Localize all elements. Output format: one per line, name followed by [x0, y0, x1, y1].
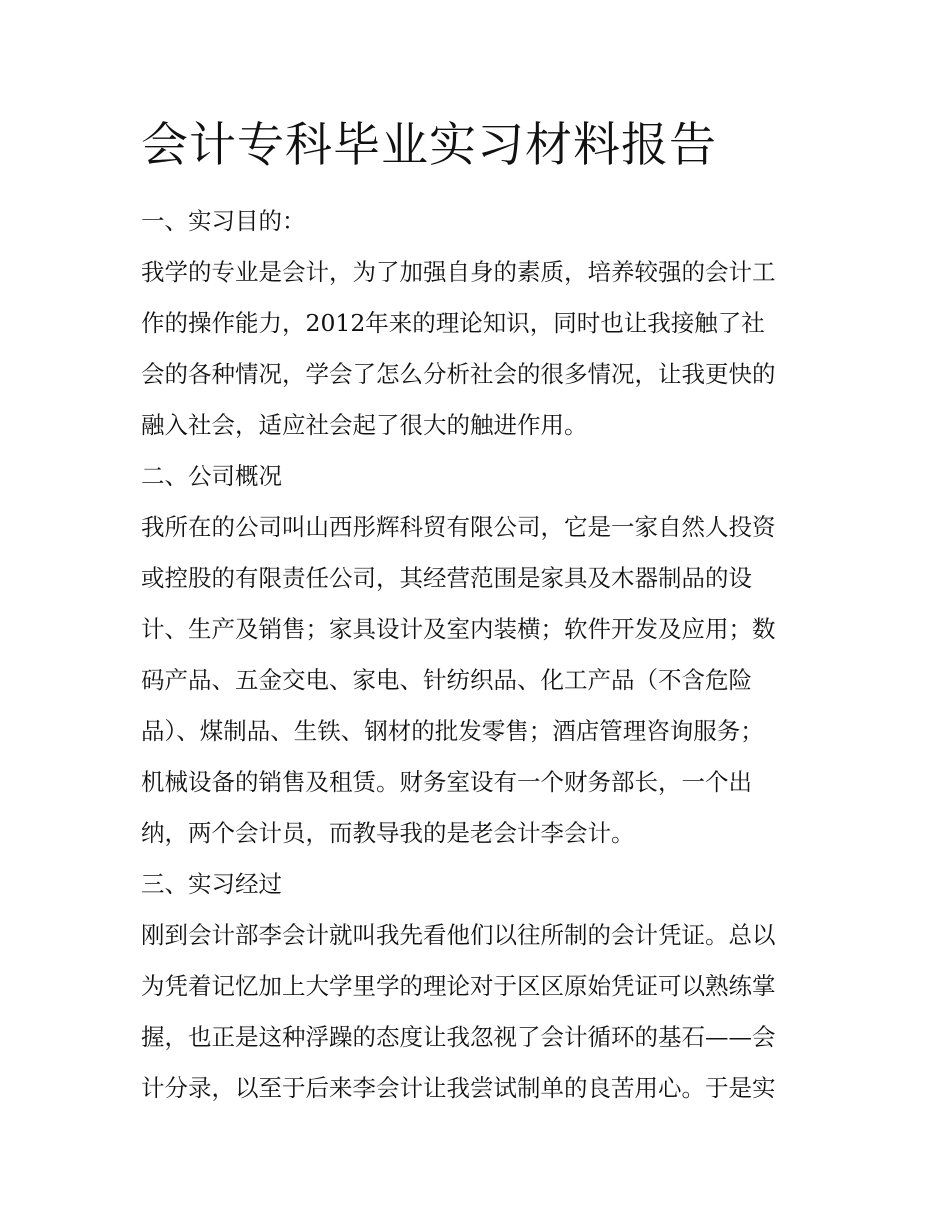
section-heading-process: 三、实习经过 [141, 870, 282, 898]
paragraph-line: 为凭着记忆加上大学里学的理论对于区区原始凭证可以熟练掌 [141, 972, 776, 1000]
document-title: 会计专科毕业实习材料报告 [141, 118, 717, 173]
paragraph-line: 我所在的公司叫山西彤辉科贸有限公司，它是一家自然人投资 [141, 513, 776, 541]
paragraph-line: 作的操作能力，2012年来的理论知识，同时也让我接触了社 [141, 309, 765, 337]
paragraph-line: 融入社会，适应社会起了很大的触进作用。 [141, 411, 588, 439]
paragraph-line: 机械设备的销售及租赁。财务室设有一个财务部长，一个出 [141, 768, 752, 796]
paragraph-line: 我学的专业是会计，为了加强自身的素质，培养较强的会计工 [141, 258, 776, 286]
section-heading-company: 二、公司概况 [141, 462, 282, 490]
paragraph-line: 刚到会计部李会计就叫我先看他们以往所制的会计凭证。总以 [141, 921, 776, 949]
paragraph-line: 或控股的有限责任公司，其经营范围是家具及木器制品的设 [141, 564, 752, 592]
paragraph-line: 品）、煤制品、生铁、钢材的批发零售；酒店管理咨询服务； [141, 717, 764, 745]
paragraph-line: 握，也正是这种浮躁的态度让我忽视了会计循环的基石——会 [141, 1023, 776, 1051]
paragraph-line: 码产品、五金交电、家电、针纺织品、化工产品（不含危险 [141, 666, 752, 694]
section-heading-purpose: 一、实习目的： [141, 207, 306, 235]
paragraph-line: 计分录，以至于后来李会计让我尝试制单的良苦用心。于是实 [141, 1074, 776, 1102]
document-body [141, 196, 813, 1114]
paragraph-line: 纳，两个会计员，而教导我的是老会计李会计。 [141, 819, 635, 847]
paragraph-line: 会的各种情况，学会了怎么分析社会的很多情况，让我更快的 [141, 360, 776, 388]
paragraph-line: 计、生产及销售；家具设计及室内装横；软件开发及应用；数 [141, 615, 776, 643]
